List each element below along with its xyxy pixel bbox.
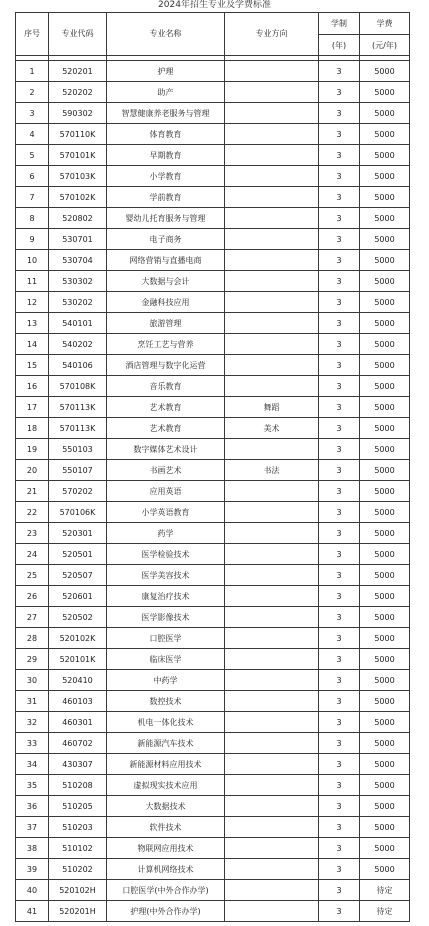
cell-fee: 5000 xyxy=(360,544,410,565)
cell-code: 570103K xyxy=(49,166,107,187)
cell-direction xyxy=(225,229,319,250)
table-row xyxy=(16,376,410,397)
table-row xyxy=(16,691,410,712)
cell-seq: 26 xyxy=(16,586,49,607)
cell-code: 570113K xyxy=(49,397,107,418)
cell-direction xyxy=(225,313,319,334)
cell-fee: 5000 xyxy=(360,292,410,313)
header-direction: 专业方向 xyxy=(225,13,319,56)
cell-fee: 5000 xyxy=(360,733,410,754)
cell-years: 3 xyxy=(319,355,360,376)
cell-direction xyxy=(225,439,319,460)
cell-code: 510208 xyxy=(49,775,107,796)
cell-name: 酒店管理与数字化运营 xyxy=(107,355,225,376)
cell-name: 中药学 xyxy=(107,670,225,691)
cell-years: 3 xyxy=(319,838,360,859)
cell-code: 570108K xyxy=(49,376,107,397)
cell-name: 口腔医学 xyxy=(107,628,225,649)
cell-direction xyxy=(225,859,319,880)
cell-years: 3 xyxy=(319,124,360,145)
table-row xyxy=(16,502,410,523)
cell-years: 3 xyxy=(319,880,360,901)
table-row xyxy=(16,397,410,418)
cell-name: 学前教育 xyxy=(107,187,225,208)
cell-name: 新能源材料应用技术 xyxy=(107,754,225,775)
cell-seq: 3 xyxy=(16,103,49,124)
cell-fee: 5000 xyxy=(360,355,410,376)
cell-fee: 5000 xyxy=(360,208,410,229)
cell-seq: 30 xyxy=(16,670,49,691)
cell-seq: 32 xyxy=(16,712,49,733)
cell-direction xyxy=(225,691,319,712)
cell-direction xyxy=(225,187,319,208)
cell-code: 550103 xyxy=(49,439,107,460)
cell-direction xyxy=(225,82,319,103)
cell-code: 570102K xyxy=(49,187,107,208)
header-fee-unit: (元/年) xyxy=(360,35,410,56)
table-row xyxy=(16,670,410,691)
table-row xyxy=(16,586,410,607)
cell-code: 540106 xyxy=(49,355,107,376)
table-row xyxy=(16,103,410,124)
cell-fee: 5000 xyxy=(360,229,410,250)
cell-years: 3 xyxy=(319,649,360,670)
cell-direction xyxy=(225,145,319,166)
cell-years: 3 xyxy=(319,628,360,649)
cell-fee: 5000 xyxy=(360,61,410,82)
cell-years: 3 xyxy=(319,418,360,439)
cell-fee: 5000 xyxy=(360,460,410,481)
cell-name: 医学检验技术 xyxy=(107,544,225,565)
cell-name: 助产 xyxy=(107,82,225,103)
table-row xyxy=(16,145,410,166)
cell-seq: 28 xyxy=(16,628,49,649)
cell-years: 3 xyxy=(319,82,360,103)
table-row xyxy=(16,523,410,544)
cell-seq: 14 xyxy=(16,334,49,355)
cell-fee: 5000 xyxy=(360,250,410,271)
cell-years: 3 xyxy=(319,166,360,187)
table-row xyxy=(16,187,410,208)
cell-seq: 41 xyxy=(16,901,49,922)
cell-name: 虚拟现实技术应用 xyxy=(107,775,225,796)
cell-seq: 11 xyxy=(16,271,49,292)
cell-code: 520102H xyxy=(49,880,107,901)
cell-years: 3 xyxy=(319,754,360,775)
cell-years: 3 xyxy=(319,796,360,817)
cell-seq: 12 xyxy=(16,292,49,313)
table-row xyxy=(16,313,410,334)
cell-name: 智慧健康养老服务与管理 xyxy=(107,103,225,124)
table-row xyxy=(16,901,410,922)
header-name: 专业名称 xyxy=(107,13,225,56)
cell-code: 550107 xyxy=(49,460,107,481)
cell-years: 3 xyxy=(319,691,360,712)
cell-code: 520601 xyxy=(49,586,107,607)
cell-name: 音乐教育 xyxy=(107,376,225,397)
table-row xyxy=(16,733,410,754)
cell-fee: 5000 xyxy=(360,607,410,628)
cell-name: 小学英语教育 xyxy=(107,502,225,523)
cell-name: 软件技术 xyxy=(107,817,225,838)
cell-direction xyxy=(225,712,319,733)
table-row xyxy=(16,859,410,880)
table-row xyxy=(16,544,410,565)
cell-name: 临床医学 xyxy=(107,649,225,670)
cell-seq: 25 xyxy=(16,565,49,586)
cell-code: 520101K xyxy=(49,649,107,670)
cell-name: 大数据技术 xyxy=(107,796,225,817)
table-row xyxy=(16,565,410,586)
cell-name: 医学美容技术 xyxy=(107,565,225,586)
cell-name: 大数据与会计 xyxy=(107,271,225,292)
cell-fee: 5000 xyxy=(360,754,410,775)
cell-years: 3 xyxy=(319,859,360,880)
header-code: 专业代码 xyxy=(49,13,107,56)
cell-direction xyxy=(225,334,319,355)
cell-name: 医学影像技术 xyxy=(107,607,225,628)
cell-seq: 15 xyxy=(16,355,49,376)
cell-years: 3 xyxy=(319,481,360,502)
cell-years: 3 xyxy=(319,376,360,397)
table-row xyxy=(16,481,410,502)
cell-years: 3 xyxy=(319,502,360,523)
table-row xyxy=(16,166,410,187)
cell-code: 520202 xyxy=(49,82,107,103)
cell-fee: 5000 xyxy=(360,187,410,208)
cell-direction xyxy=(225,733,319,754)
cell-direction xyxy=(225,355,319,376)
cell-years: 3 xyxy=(319,733,360,754)
cell-code: 460702 xyxy=(49,733,107,754)
cell-name: 书画艺术 xyxy=(107,460,225,481)
cell-years: 3 xyxy=(319,670,360,691)
cell-fee: 5000 xyxy=(360,397,410,418)
cell-direction xyxy=(225,670,319,691)
header-years-unit: (年) xyxy=(319,35,360,56)
header-years: 学制 xyxy=(319,13,360,35)
cell-seq: 10 xyxy=(16,250,49,271)
cell-code: 520201H xyxy=(49,901,107,922)
table-row xyxy=(16,607,410,628)
cell-code: 520502 xyxy=(49,607,107,628)
cell-years: 3 xyxy=(319,229,360,250)
cell-seq: 35 xyxy=(16,775,49,796)
cell-seq: 6 xyxy=(16,166,49,187)
cell-seq: 34 xyxy=(16,754,49,775)
cell-code: 530202 xyxy=(49,292,107,313)
cell-fee: 5000 xyxy=(360,439,410,460)
cell-direction xyxy=(225,103,319,124)
table-row xyxy=(16,712,410,733)
cell-fee: 5000 xyxy=(360,775,410,796)
cell-seq: 38 xyxy=(16,838,49,859)
cell-name: 护理(中外合作办学) xyxy=(107,901,225,922)
cell-name: 烹饪工艺与营养 xyxy=(107,334,225,355)
cell-seq: 9 xyxy=(16,229,49,250)
cell-seq: 37 xyxy=(16,817,49,838)
cell-fee: 5000 xyxy=(360,271,410,292)
cell-direction xyxy=(225,754,319,775)
table-row xyxy=(16,355,410,376)
cell-direction xyxy=(225,523,319,544)
cell-seq: 7 xyxy=(16,187,49,208)
cell-code: 590302 xyxy=(49,103,107,124)
cell-direction xyxy=(225,565,319,586)
cell-fee: 5000 xyxy=(360,670,410,691)
header-row xyxy=(16,13,410,35)
cell-fee: 5000 xyxy=(360,649,410,670)
cell-name: 计算机网络技术 xyxy=(107,859,225,880)
cell-fee: 5000 xyxy=(360,628,410,649)
table-row xyxy=(16,649,410,670)
cell-code: 540101 xyxy=(49,313,107,334)
cell-seq: 4 xyxy=(16,124,49,145)
table-row xyxy=(16,817,410,838)
cell-fee: 5000 xyxy=(360,586,410,607)
cell-code: 520201 xyxy=(49,61,107,82)
cell-fee: 5000 xyxy=(360,313,410,334)
cell-years: 3 xyxy=(319,145,360,166)
cell-years: 3 xyxy=(319,460,360,481)
cell-code: 510203 xyxy=(49,817,107,838)
table-row xyxy=(16,460,410,481)
table-row xyxy=(16,271,410,292)
cell-name: 机电一体化技术 xyxy=(107,712,225,733)
table-row xyxy=(16,124,410,145)
cell-seq: 8 xyxy=(16,208,49,229)
cell-name: 艺术教育 xyxy=(107,418,225,439)
cell-years: 3 xyxy=(319,817,360,838)
cell-direction xyxy=(225,838,319,859)
cell-direction xyxy=(225,61,319,82)
cell-name: 早期教育 xyxy=(107,145,225,166)
cell-fee: 5000 xyxy=(360,502,410,523)
cell-years: 3 xyxy=(319,523,360,544)
cell-fee: 5000 xyxy=(360,859,410,880)
cell-years: 3 xyxy=(319,334,360,355)
cell-fee: 5000 xyxy=(360,124,410,145)
cell-direction xyxy=(225,271,319,292)
cell-seq: 20 xyxy=(16,460,49,481)
cell-fee: 5000 xyxy=(360,523,410,544)
cell-name: 电子商务 xyxy=(107,229,225,250)
cell-years: 3 xyxy=(319,187,360,208)
cell-direction xyxy=(225,628,319,649)
cell-name: 体育教育 xyxy=(107,124,225,145)
cell-name: 婴幼儿托育服务与管理 xyxy=(107,208,225,229)
cell-years: 3 xyxy=(319,901,360,922)
cell-code: 510102 xyxy=(49,838,107,859)
cell-seq: 1 xyxy=(16,61,49,82)
cell-code: 570202 xyxy=(49,481,107,502)
cell-years: 3 xyxy=(319,586,360,607)
cell-code: 520501 xyxy=(49,544,107,565)
table-row xyxy=(16,292,410,313)
cell-years: 3 xyxy=(319,313,360,334)
cell-fee: 5000 xyxy=(360,838,410,859)
cell-years: 3 xyxy=(319,397,360,418)
table-row xyxy=(16,754,410,775)
cell-seq: 2 xyxy=(16,82,49,103)
cell-code: 520410 xyxy=(49,670,107,691)
cell-direction xyxy=(225,544,319,565)
cell-fee: 5000 xyxy=(360,796,410,817)
cell-fee: 5000 xyxy=(360,817,410,838)
cell-seq: 31 xyxy=(16,691,49,712)
cell-direction xyxy=(225,124,319,145)
cell-fee: 5000 xyxy=(360,166,410,187)
cell-code: 520102K xyxy=(49,628,107,649)
cell-years: 3 xyxy=(319,271,360,292)
cell-code: 570101K xyxy=(49,145,107,166)
cell-code: 510202 xyxy=(49,859,107,880)
cell-direction xyxy=(225,817,319,838)
table-row xyxy=(16,229,410,250)
cell-code: 520507 xyxy=(49,565,107,586)
cell-seq: 33 xyxy=(16,733,49,754)
cell-name: 数字媒体艺术设计 xyxy=(107,439,225,460)
cell-fee: 5000 xyxy=(360,103,410,124)
table-row xyxy=(16,439,410,460)
cell-fee: 5000 xyxy=(360,145,410,166)
cell-years: 3 xyxy=(319,712,360,733)
cell-code: 530701 xyxy=(49,229,107,250)
cell-name: 口腔医学(中外合作办学) xyxy=(107,880,225,901)
cell-fee: 5000 xyxy=(360,334,410,355)
cell-seq: 19 xyxy=(16,439,49,460)
table-row xyxy=(16,250,410,271)
cell-years: 3 xyxy=(319,607,360,628)
cell-direction: 书法 xyxy=(225,460,319,481)
table-row xyxy=(16,628,410,649)
cell-code: 430307 xyxy=(49,754,107,775)
cell-fee: 5000 xyxy=(360,565,410,586)
header-fee: 学费 xyxy=(360,13,410,35)
table-row xyxy=(16,208,410,229)
cell-name: 新能源汽车技术 xyxy=(107,733,225,754)
cell-fee: 5000 xyxy=(360,712,410,733)
cell-seq: 40 xyxy=(16,880,49,901)
cell-code: 540202 xyxy=(49,334,107,355)
cell-direction: 美术 xyxy=(225,418,319,439)
cell-fee: 5000 xyxy=(360,82,410,103)
cell-name: 旅游管理 xyxy=(107,313,225,334)
cell-code: 570106K xyxy=(49,502,107,523)
cell-seq: 39 xyxy=(16,859,49,880)
cell-fee: 待定 xyxy=(360,880,410,901)
cell-code: 530302 xyxy=(49,271,107,292)
cell-fee: 5000 xyxy=(360,418,410,439)
cell-direction: 舞蹈 xyxy=(225,397,319,418)
cell-years: 3 xyxy=(319,208,360,229)
cell-name: 应用英语 xyxy=(107,481,225,502)
cell-code: 460103 xyxy=(49,691,107,712)
cell-years: 3 xyxy=(319,544,360,565)
cell-fee: 5000 xyxy=(360,691,410,712)
cell-years: 3 xyxy=(319,775,360,796)
cell-seq: 22 xyxy=(16,502,49,523)
header-seq: 序号 xyxy=(16,13,49,56)
cell-seq: 5 xyxy=(16,145,49,166)
cell-years: 3 xyxy=(319,103,360,124)
cell-years: 3 xyxy=(319,565,360,586)
cell-seq: 24 xyxy=(16,544,49,565)
cell-name: 数控技术 xyxy=(107,691,225,712)
cell-direction xyxy=(225,880,319,901)
cell-code: 520802 xyxy=(49,208,107,229)
cell-direction xyxy=(225,376,319,397)
table-body xyxy=(16,13,410,922)
table-row xyxy=(16,334,410,355)
cell-fee: 5000 xyxy=(360,376,410,397)
cell-direction xyxy=(225,796,319,817)
cell-seq: 18 xyxy=(16,418,49,439)
cell-direction xyxy=(225,775,319,796)
cell-direction xyxy=(225,649,319,670)
cell-seq: 29 xyxy=(16,649,49,670)
cell-years: 3 xyxy=(319,61,360,82)
cell-direction xyxy=(225,586,319,607)
cell-direction xyxy=(225,208,319,229)
cell-code: 570110K xyxy=(49,124,107,145)
cell-name: 药学 xyxy=(107,523,225,544)
cell-fee: 待定 xyxy=(360,901,410,922)
cell-years: 3 xyxy=(319,439,360,460)
cell-seq: 27 xyxy=(16,607,49,628)
cell-seq: 21 xyxy=(16,481,49,502)
cell-direction xyxy=(225,292,319,313)
cell-seq: 23 xyxy=(16,523,49,544)
cell-name: 物联网应用技术 xyxy=(107,838,225,859)
cell-direction xyxy=(225,901,319,922)
cell-name: 护理 xyxy=(107,61,225,82)
cell-fee: 5000 xyxy=(360,481,410,502)
cell-code: 530704 xyxy=(49,250,107,271)
table-row xyxy=(16,838,410,859)
table-title: 2024年招生专业及学费标准 xyxy=(158,0,271,10)
cell-code: 460301 xyxy=(49,712,107,733)
cell-code: 520301 xyxy=(49,523,107,544)
table-row xyxy=(16,880,410,901)
cell-name: 金融科技应用 xyxy=(107,292,225,313)
cell-seq: 36 xyxy=(16,796,49,817)
table-row xyxy=(16,775,410,796)
cell-direction xyxy=(225,166,319,187)
cell-seq: 16 xyxy=(16,376,49,397)
table-row xyxy=(16,796,410,817)
tuition-table xyxy=(15,12,410,922)
cell-years: 3 xyxy=(319,292,360,313)
cell-name: 艺术教育 xyxy=(107,397,225,418)
cell-direction xyxy=(225,502,319,523)
cell-code: 510205 xyxy=(49,796,107,817)
cell-direction xyxy=(225,481,319,502)
table-row xyxy=(16,82,410,103)
cell-name: 小学教育 xyxy=(107,166,225,187)
cell-years: 3 xyxy=(319,250,360,271)
cell-direction xyxy=(225,607,319,628)
cell-name: 康复治疗技术 xyxy=(107,586,225,607)
table-row xyxy=(16,418,410,439)
cell-seq: 17 xyxy=(16,397,49,418)
cell-direction xyxy=(225,250,319,271)
cell-code: 570113K xyxy=(49,418,107,439)
cell-name: 网络营销与直播电商 xyxy=(107,250,225,271)
cell-seq: 13 xyxy=(16,313,49,334)
table-row xyxy=(16,61,410,82)
